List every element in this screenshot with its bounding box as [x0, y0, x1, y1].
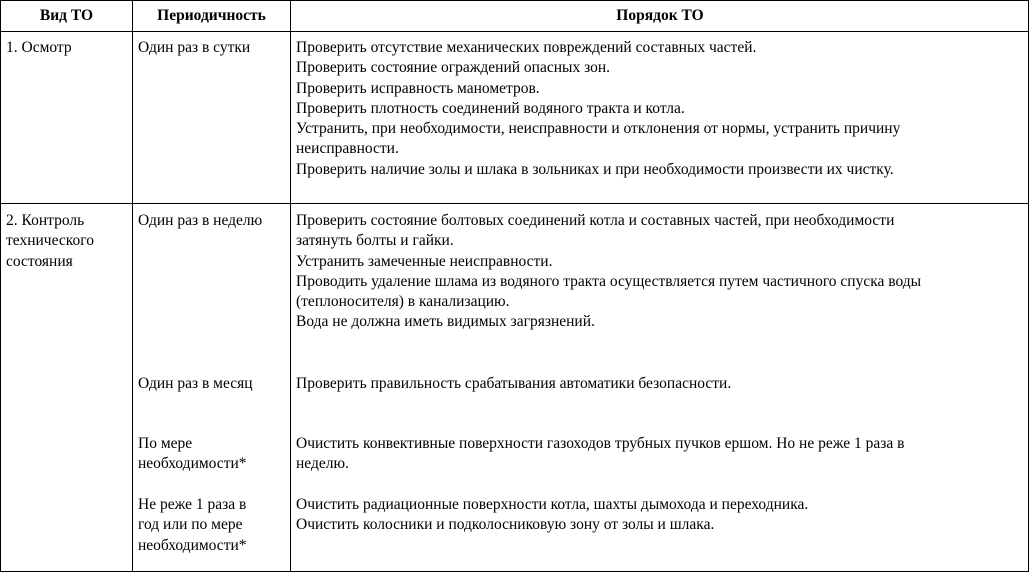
- period-line: Один раз в неделю: [138, 212, 263, 229]
- order-line: Проверить состояние ограждений опасных зон.: [296, 59, 611, 77]
- order-line: Проверить правильность срабатывания автоматики безопасности.: [296, 375, 732, 392]
- order-as-needed: [296, 434, 904, 475]
- period-line: необходимости*: [138, 536, 247, 554]
- period-line: необходимости*: [138, 455, 247, 473]
- order-weekly: [296, 211, 921, 333]
- period-yearly: [138, 495, 247, 556]
- period-line: год или по мере: [138, 516, 243, 534]
- period-line: Не реже 1 раза в: [138, 496, 247, 513]
- header-order: Порядок ТО: [616, 7, 704, 24]
- header-type: Вид ТО: [39, 7, 94, 24]
- row-1-period: [138, 38, 250, 58]
- order-line: Проверить отсутствие механических повреждений составных частей.: [296, 39, 757, 56]
- period-as-needed: [138, 434, 247, 475]
- order-line: Проверить состояние болтовых соединений котла и составных частей, при необходимости: [296, 212, 895, 229]
- order-monthly: [296, 374, 731, 394]
- order-line: Проводить удаление шлама из водяного тракта осуществляется путем частичного спуска воды: [296, 272, 922, 290]
- row-2-type-line: 2. Контроль: [6, 212, 85, 229]
- column-divider-1: [132, 1, 133, 571]
- row-1-type-line: 1. Осмотр: [6, 39, 72, 56]
- period-monthly: [138, 374, 253, 394]
- row-1-type: [6, 38, 72, 58]
- order-line: Проверить плотность соединений водяного тракта и котла.: [296, 99, 685, 117]
- row-2-type: [6, 211, 94, 272]
- order-line: (теплоносителя) в канализацию.: [296, 293, 510, 311]
- period-line: По мере: [138, 435, 193, 452]
- order-line: Устранить замеченные неисправности.: [296, 252, 553, 270]
- order-line: Очистить колосники и подколосниковую зону от золы и шлака.: [296, 516, 715, 534]
- order-line: неделю.: [296, 455, 349, 473]
- row-1-period-line: Один раз в сутки: [138, 39, 251, 56]
- order-line: затянуть болты и гайки.: [296, 232, 454, 250]
- row-divider: [1, 203, 1028, 204]
- header-divider: [1, 31, 1028, 32]
- order-line: Проверить исправность манометров.: [296, 79, 540, 97]
- row-1-order: [296, 38, 900, 180]
- order-line: Очистить конвективные поверхности газоходов трубных пучков ершом. Но не реже 1 раза в: [296, 435, 905, 452]
- period-weekly: [138, 211, 262, 231]
- row-2-type-line: технического: [6, 232, 94, 250]
- order-line: Проверить наличие золы и шлака в зольниках и при необходимости произвести их чистку.: [296, 160, 894, 178]
- row-2-type-line: состояния: [6, 252, 73, 270]
- order-line: Вода не должна иметь видимых загрязнений.: [296, 313, 595, 331]
- header-period: Периодичность: [157, 7, 266, 24]
- order-yearly: [296, 495, 808, 536]
- period-line: Один раз в месяц: [138, 375, 253, 392]
- order-line: Очистить радиационные поверхности котла, шахты дымохода и переходника.: [296, 496, 809, 513]
- order-line: Устранить, при необходимости, неисправности и отклонения от нормы, устранить причину: [296, 120, 901, 138]
- order-line: неисправности.: [296, 140, 399, 158]
- column-divider-2: [290, 1, 291, 571]
